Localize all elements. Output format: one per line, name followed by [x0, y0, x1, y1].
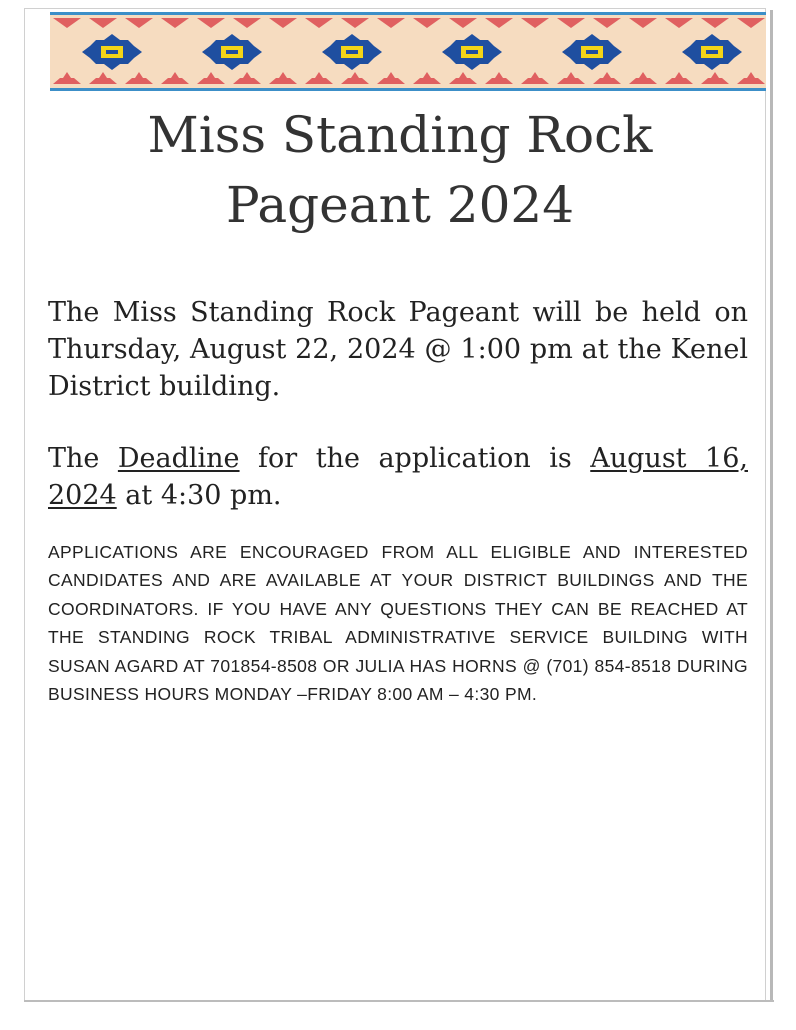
center-bar — [586, 50, 598, 54]
banner-bottom-border — [50, 88, 766, 91]
center-bar — [226, 50, 238, 54]
beadwork-pattern-icon — [50, 10, 766, 94]
deadline-paragraph — [48, 440, 748, 514]
banner-top-border — [50, 12, 766, 15]
deadline-word: Deadline — [117, 443, 240, 474]
center-bar — [106, 50, 118, 54]
center-bar — [466, 50, 478, 54]
title-line-1: Miss Standing Rock — [147, 106, 653, 164]
beadwork-banner — [50, 10, 766, 94]
deadline-prefix: The — [48, 443, 118, 474]
event-paragraph: The Miss Standing Rock Pageant will be held on Thursday, August 22, 2024 @ 1:00 pm at the Kenel District building. — [48, 297, 748, 402]
deadline-date: August 16, 2024 — [48, 443, 748, 511]
deadline-suffix: at 4:30 pm. — [116, 480, 282, 511]
center-bar — [346, 50, 358, 54]
banner-background — [50, 14, 766, 90]
center-bar — [706, 50, 718, 54]
title-line-2: Pageant 2024 — [225, 176, 575, 234]
deadline-middle: for the application is — [239, 443, 591, 474]
page-title — [50, 100, 750, 240]
page-bottom-edge — [24, 1000, 774, 1002]
application-notice: APPLICATIONS ARE ENCOURAGED FROM ALL ELIGIBLE AND INTERESTED CANDIDATES AND ARE AVAILABLE AT YOUR DISTRICT BUILDINGS AND THE COORDINATORS. IF YOU HAVE ANY QUESTIONS THEY CAN BE REACHED AT THE STANDING ROCK TRIBAL ADMINISTRATIVE SERVICE BUILDING WITH SUSAN AGARD AT 701854-8508 OR JULIA HAS HORNS @ (701) 854-8518 DURING BUSINESS HOURS MONDAY –FRIDAY 8:00 AM – 4:30 PM. — [48, 542, 748, 705]
page-edge — [770, 10, 773, 1000]
